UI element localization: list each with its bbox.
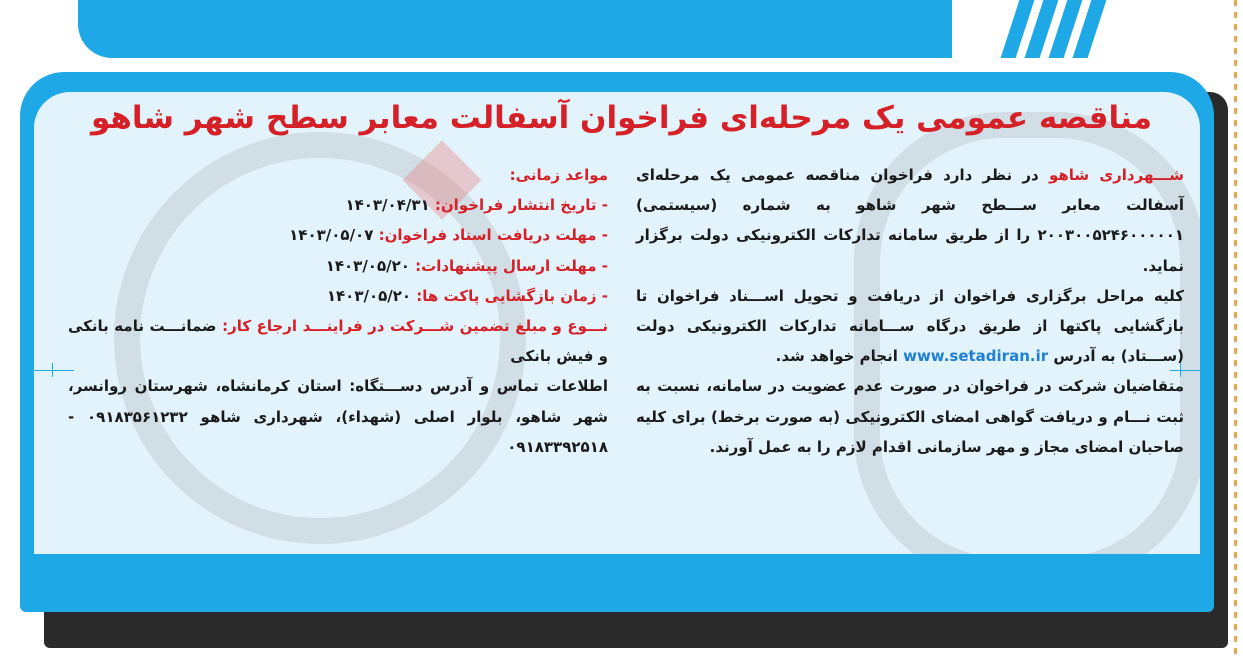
schedule-date: ۱۴۰۳/۰۵/۰۷ (289, 226, 379, 245)
schedule-date: ۱۴۰۳/۰۵/۲۰ (326, 286, 417, 305)
schedule-date: ۱۴۰۳/۰۵/۲۰ (325, 256, 416, 275)
top-banner-bar (78, 0, 1078, 58)
setad-link[interactable]: www.setadiran.ir (903, 347, 1049, 366)
guide-tick-left (52, 363, 53, 377)
schedule-date: ۱۴۰۳/۰۴/۳۱ (345, 196, 435, 215)
municipality-name: شـــهرداری شاهو (1048, 166, 1184, 184)
ad-title: مناقصه عمومی یک مرحله‌ای فراخوان آسفالت معابر سطح شهر شاهو (90, 100, 1153, 136)
intro-text: در نظر دارد فراخوان مناقصه عمومی یک مرحله‌ای آسفالت معابر ســـطح شهر شاهو به شماره (سیستمی) ۲۰۰۳۰۰۵۲۴۶۰۰۰۰۰۱ را از طریق سامانه تدارکات الکترونیکی دولت برگزار نماید. (636, 166, 1184, 275)
schedule-item (68, 220, 608, 250)
body-column-right (636, 160, 1184, 462)
guarantee-value: ضمانـــت نامه بانکی و فیش بانکی (68, 317, 608, 366)
schedule-heading: مواعد زمانی: (509, 166, 608, 184)
body-column-left (68, 160, 608, 462)
schedule-item (68, 190, 608, 220)
schedule-label: - زمان بازگشایی پاکت ها: (416, 286, 608, 305)
schedule-label: - مهلت ارسال پیشنهادات: (415, 256, 608, 275)
schedule-label: - تاریخ انتشار فراخوان: (434, 196, 608, 215)
guarantee-label: نـــوع و مبلغ تضمین شـــرکت در فراینـــد ارجاع کار: (222, 317, 609, 336)
intro-paragraph (636, 160, 1184, 281)
schedule-item (68, 251, 608, 281)
procedure-text: کلیه مراحل برگزاری فراخوان از دریافت و تحویل اســـناد فراخوان تا بازگشایی پاکتها از طریق درگاه ســـامانه تدارکات الکترونیکی دولت (ســـتاد) به آدرس (636, 286, 1184, 366)
schedule-item (68, 281, 608, 311)
schedule-label: - مهلت دریافت اسناد فراخوان: (378, 226, 608, 245)
procedure-suffix: انجام خواهد شد. (775, 347, 904, 366)
guarantee-item (68, 311, 608, 371)
registration-paragraph: متقاضیان شرکت در فراخوان در صورت عدم عضویت در سامانه، نسبت به ثبت نـــام و دریافت گواهی امضای الکترونیکی (به صورت برخط) برای کلیه صاحبان امضای مجاز و مهر سازمانی اقدام لازم را به عمل آورند. (636, 377, 1184, 456)
contact-info: اطلاعات تماس و آدرس دســـتگاه: استان کرمانشاه، شهرستان روانسر، شهر شاهو، بلوار اصلی (شهداء)، شهرداری شاهو ۰۹۱۸۳۵۶۱۲۳۲ - ۰۹۱۸۳۳۹۲۵۱۸ (68, 377, 608, 456)
procedure-paragraph (636, 281, 1184, 372)
